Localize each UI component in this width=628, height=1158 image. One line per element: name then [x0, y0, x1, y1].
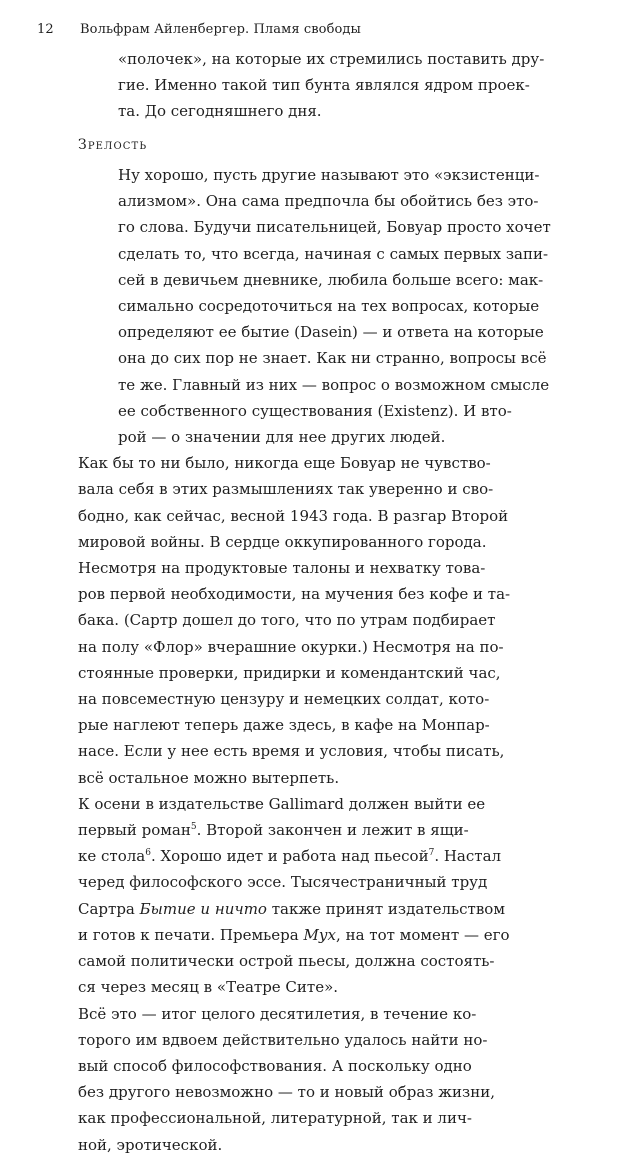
text-segment: Сартра	[78, 899, 140, 918]
text-segment: . Настал	[434, 847, 502, 866]
page-number: 12	[37, 22, 54, 37]
text-line: мировой войны. В сердце оккупированного города.	[78, 532, 487, 551]
text-line: гие. Именно такой тип бунта являлся ядром проек-	[118, 76, 530, 95]
text-segment: . Хорошо идет и работа над пьесой	[150, 847, 429, 866]
text-line	[78, 896, 574, 922]
text-line: на полу «Флор» вчерашние окурки.) Несмотря на по-	[78, 637, 504, 656]
continued-paragraph	[118, 46, 574, 125]
text-line: ся через месяц в «Театре Сите».	[78, 978, 339, 997]
text-line	[78, 922, 574, 948]
text-segment: . Второй закончен и лежит в ящи-	[196, 821, 469, 840]
text-line: на повсеместную цензуру и немецких солдат, кото-	[78, 690, 490, 709]
text-segment: первый роман	[78, 821, 191, 840]
footnote-marker-7[interactable]: 7	[428, 848, 435, 859]
text-line: бодно, как сейчас, весной 1943 года. В разгар Второй	[78, 506, 509, 525]
text-line: стоянные проверки, придирки и комендантский час,	[78, 663, 501, 682]
running-header	[37, 22, 588, 37]
text-segment: и готов к печати. Премьера	[78, 925, 304, 944]
text-line: насе. Если у нее есть время и условия, чтобы писать,	[78, 742, 505, 761]
section-heading: Зрелость	[78, 137, 148, 153]
text-line: К осени в издательстве Gallimard должен выйти ее	[78, 794, 486, 813]
text-line: ной, эротической.	[78, 1135, 223, 1154]
text-line: ров первой необходимости, на мучения без кофе и та-	[78, 585, 511, 604]
text-line: без другого невозможно — то и новый образ жизни,	[78, 1083, 495, 1102]
text-segment: ке стола	[78, 847, 146, 866]
section-body	[78, 162, 574, 1158]
text-line: Как бы то ни было, никогда еще Бовуар не чувство-	[78, 454, 491, 473]
text-line: как профессиональной, литературной, так и лич-	[78, 1109, 472, 1128]
text-line: Всё это — итог целого десятилетия, в течение ко-	[78, 1004, 477, 1023]
text-line	[78, 817, 574, 843]
book-title-italic: Бытие и ничто	[139, 899, 267, 918]
text-line: ее собственного существования (Existenz). И вто-	[118, 401, 512, 420]
text-line: симально сосредоточиться на тех вопросах, которые	[118, 297, 540, 316]
text-line: торого им вдвоем действительно удалось найти но-	[78, 1030, 488, 1049]
text-line: сделать то, что всегда, начиная с самых первых запи-	[118, 244, 549, 263]
footnote-marker-5[interactable]: 5	[190, 822, 197, 833]
text-line: Ну хорошо, пусть другие называют это «экзистенци-	[118, 166, 540, 184]
text-line: всё остальное можно вытерпеть.	[78, 768, 340, 787]
text-line: те же. Главный из них — вопрос о возможном смысле	[118, 375, 550, 394]
text-segment: , на тот момент — его	[336, 925, 510, 944]
text-line: сей в девичьем дневнике, любила больше всего: мак-	[118, 270, 544, 289]
play-title-italic: Мух	[303, 925, 337, 944]
text-line: она до сих пор не знает. Как ни странно, вопросы всё	[118, 349, 547, 368]
text-line: «полочек», на которые их стремились поставить дру-	[118, 50, 545, 68]
text-line: самой политически острой пьесы, должна состоять-	[78, 952, 495, 971]
text-line: определяют ее бытие (Dasein) — и ответа на которые	[118, 323, 544, 342]
text-line: го слова. Будучи писательницей, Бовуар просто хочет	[118, 218, 551, 237]
text-line: вый способ философствования. А поскольку одно	[78, 1056, 472, 1075]
text-line: черед философского эссе. Тысячестраничный труд	[78, 873, 488, 892]
running-title: Вольфрам Айленбергер. Пламя свободы	[80, 22, 361, 37]
text-line: бака. (Сартр дошел до того, что по утрам подбирает	[78, 611, 496, 630]
text-line: рые наглеют теперь даже здесь, в кафе на Монпар-	[78, 716, 490, 735]
text-line	[78, 843, 574, 869]
text-line: та. До сегодняшнего дня.	[118, 102, 322, 121]
footnote-marker-6[interactable]: 6	[145, 848, 151, 859]
text-segment: также принят издательством	[266, 899, 505, 918]
text-line: ализмом». Она сама предпочла бы обойтись без это-	[118, 192, 539, 211]
text-line: Несмотря на продуктовые талоны и нехватку това-	[78, 559, 486, 578]
text-line: вала себя в этих размышлениях так уверенно и сво-	[78, 480, 494, 499]
text-line: рой — о значении для нее других людей.	[118, 428, 446, 447]
